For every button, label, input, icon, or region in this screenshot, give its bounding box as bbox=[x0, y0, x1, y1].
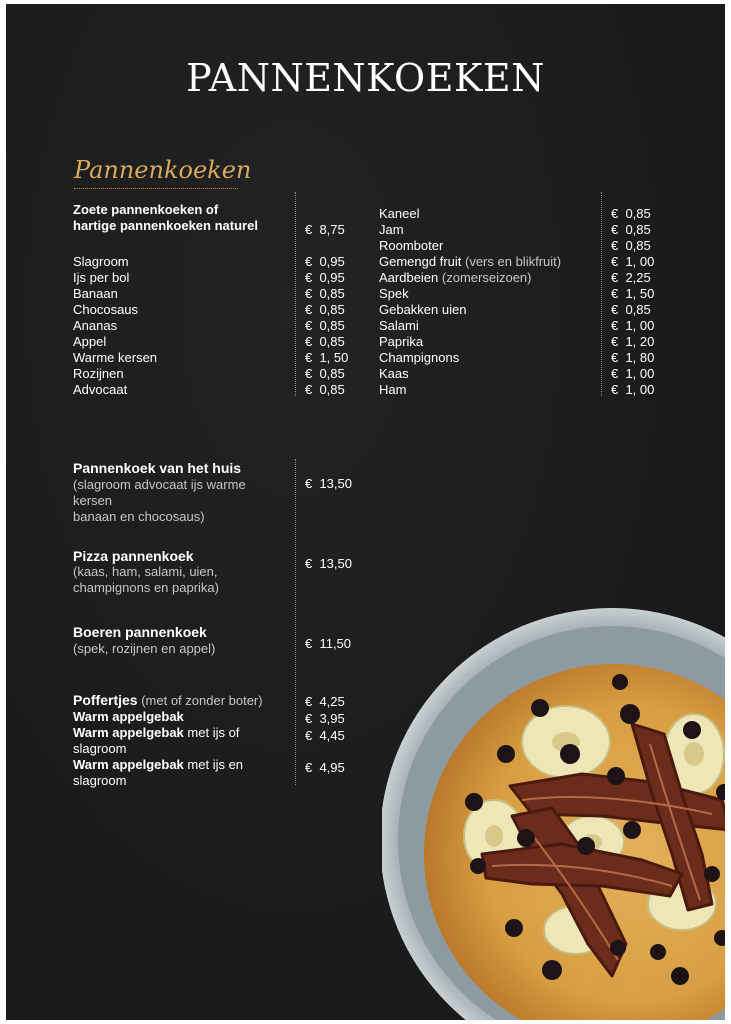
topping-name: Jam bbox=[379, 222, 404, 237]
topping-item bbox=[379, 382, 406, 398]
boeren-desc: (spek, rozijnen en appel) bbox=[73, 641, 216, 656]
topping-item bbox=[379, 238, 443, 254]
poffertjes-note: (met of zonder boter) bbox=[141, 693, 263, 708]
appelgebak-ijs2-suffix: met ijs en bbox=[187, 757, 244, 772]
topping-price: € 0,85 bbox=[305, 286, 345, 301]
boeren-price: € 11,50 bbox=[305, 636, 352, 651]
topping-name: Chocosaus bbox=[73, 302, 139, 317]
pizza-desc: champignons en paprika) bbox=[73, 580, 219, 595]
topping-name: Aardbeien bbox=[379, 270, 439, 285]
topping-item bbox=[379, 286, 409, 302]
poffertjes-item bbox=[73, 692, 263, 709]
topping-price: € 0,85 bbox=[611, 206, 651, 221]
poffertjes-price: € 4,25 bbox=[305, 694, 345, 709]
column-divider bbox=[601, 192, 602, 396]
topping-name: Champignons bbox=[379, 350, 460, 365]
topping-price: € 1, 80 bbox=[611, 350, 655, 365]
appelgebak-ijs2-price: € 4,95 bbox=[305, 760, 345, 775]
topping-price: € 1, 50 bbox=[611, 286, 655, 301]
topping-note: (vers en blikfruit) bbox=[465, 254, 562, 269]
topping-name: Spek bbox=[379, 286, 409, 301]
topping-name: Kaas bbox=[379, 366, 409, 381]
topping-item bbox=[379, 270, 532, 286]
appelgebak-price: € 3,95 bbox=[305, 711, 345, 726]
topping-item bbox=[379, 222, 404, 238]
topping-name: Paprika bbox=[379, 334, 424, 349]
topping-price: € 0,85 bbox=[305, 318, 345, 333]
topping-price: € 1, 00 bbox=[611, 254, 655, 269]
topping-price: € 0,95 bbox=[305, 270, 345, 285]
topping-price: € 0,85 bbox=[611, 222, 651, 237]
appelgebak-ijs-name: Warm appelgebak bbox=[73, 725, 184, 740]
topping-name: Roomboter bbox=[379, 238, 444, 253]
pancake-plate-image bbox=[382, 604, 725, 1020]
topping-price: € 1, 00 bbox=[611, 366, 655, 381]
huis-desc: kersen bbox=[73, 493, 113, 508]
menu-page bbox=[6, 4, 725, 1020]
topping-price: € 0,85 bbox=[305, 366, 345, 381]
topping-price: € 0,85 bbox=[611, 238, 651, 253]
topping-name: Ananas bbox=[73, 318, 118, 333]
topping-name: Rozijnen bbox=[73, 366, 124, 381]
topping-name: Gemengd fruit bbox=[379, 254, 462, 269]
base-item-line1: Zoete pannenkoeken of bbox=[73, 202, 219, 217]
appelgebak-ijs-item bbox=[73, 725, 239, 741]
topping-price: € 0,95 bbox=[305, 254, 345, 269]
topping-price: € 0,85 bbox=[305, 302, 345, 317]
appelgebak-ijs-line2: slagroom bbox=[73, 741, 127, 756]
topping-price: € 1, 00 bbox=[611, 318, 655, 333]
pizza-price: € 13,50 bbox=[305, 556, 352, 571]
topping-price: € 1, 00 bbox=[611, 382, 655, 397]
topping-name: Gebakken uien bbox=[379, 302, 467, 317]
section-title: Pannenkoeken bbox=[74, 156, 252, 184]
topping-price: € 0,85 bbox=[305, 382, 345, 397]
column-divider bbox=[295, 192, 296, 396]
topping-name: Ham bbox=[379, 382, 407, 397]
pizza-name: Pizza pannenkoek bbox=[73, 548, 194, 564]
topping-price: € 1, 50 bbox=[305, 350, 349, 365]
poffertjes-name: Poffertjes bbox=[73, 692, 138, 708]
topping-name: Slagroom bbox=[73, 254, 129, 269]
topping-price: € 2,25 bbox=[611, 270, 651, 285]
topping-item bbox=[379, 206, 419, 222]
column-divider bbox=[295, 459, 296, 785]
huis-name: Pannenkoek van het huis bbox=[73, 460, 242, 476]
topping-name: Banaan bbox=[73, 286, 118, 301]
topping-item bbox=[379, 254, 561, 270]
base-item-price: € 8,75 bbox=[305, 222, 345, 237]
page-title: PANNENKOEKEN bbox=[186, 56, 545, 100]
topping-item bbox=[379, 366, 409, 382]
topping-price: € 0,85 bbox=[611, 302, 651, 317]
topping-name: Kaneel bbox=[379, 206, 420, 221]
appelgebak-ijs2-line2: slagroom bbox=[73, 773, 127, 788]
topping-item bbox=[379, 350, 459, 366]
topping-price: € 1, 20 bbox=[611, 334, 655, 349]
topping-item bbox=[379, 334, 423, 350]
appelgebak-ijs-price: € 4,45 bbox=[305, 728, 345, 743]
topping-name: Appel bbox=[73, 334, 107, 349]
topping-name: Ijs per bol bbox=[73, 270, 130, 285]
topping-item bbox=[379, 302, 466, 318]
appelgebak-ijs-suffix: met ijs of bbox=[187, 725, 240, 740]
huis-desc: (slagroom advocaat ijs warme bbox=[73, 477, 246, 492]
topping-item bbox=[379, 318, 419, 334]
base-item-line2: hartige pannenkoeken naturel bbox=[73, 218, 258, 233]
appelgebak-ijs2-item bbox=[73, 757, 243, 773]
appelgebak-name: Warm appelgebak bbox=[73, 709, 184, 724]
topping-name: Advocaat bbox=[73, 382, 128, 397]
topping-name: Salami bbox=[379, 318, 419, 333]
huis-desc: banaan en chocosaus) bbox=[73, 509, 205, 524]
topping-price: € 0,85 bbox=[305, 334, 345, 349]
topping-note: (zomerseizoen) bbox=[441, 270, 532, 285]
pizza-desc: (kaas, ham, salami, uien, bbox=[73, 564, 218, 579]
huis-price: € 13,50 bbox=[305, 476, 352, 491]
topping-name: Warme kersen bbox=[73, 350, 158, 365]
appelgebak-ijs2-name: Warm appelgebak bbox=[73, 757, 184, 772]
section-divider bbox=[74, 188, 238, 189]
boeren-name: Boeren pannenkoek bbox=[73, 624, 207, 640]
